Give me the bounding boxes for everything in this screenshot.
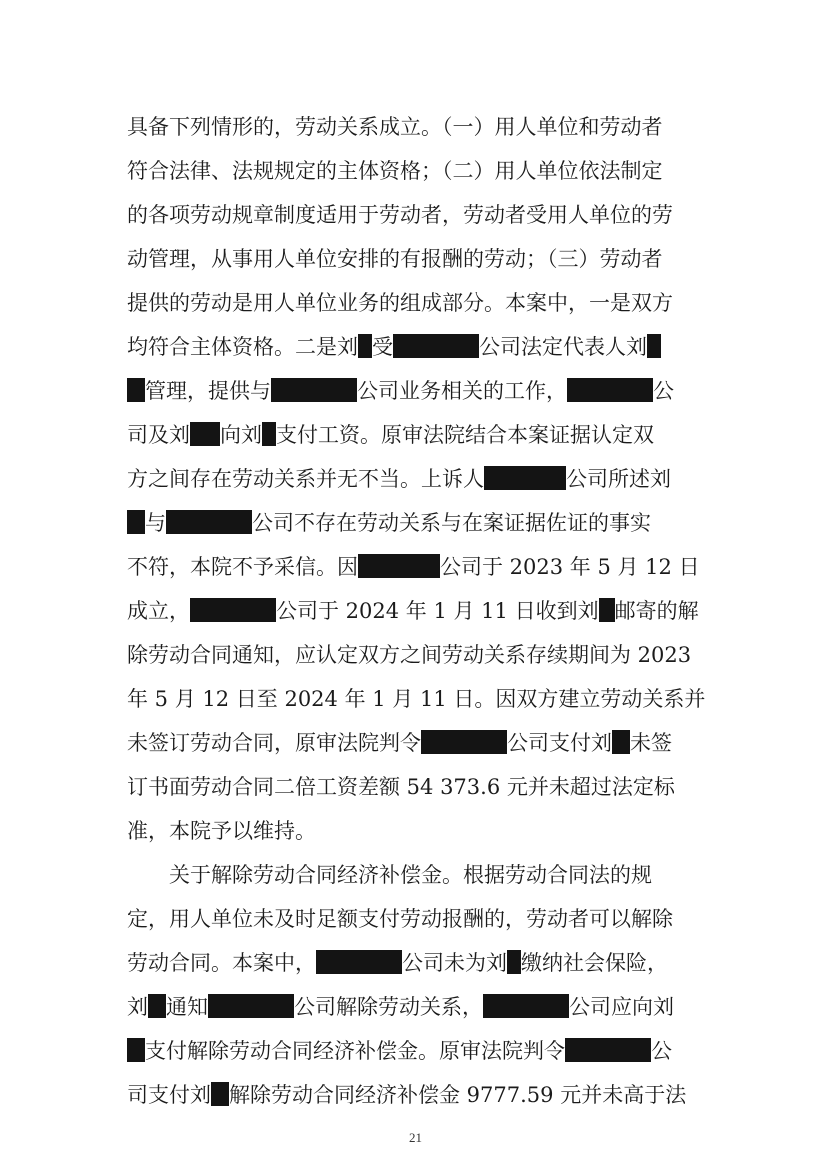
redaction-bar (127, 1038, 145, 1062)
text-line: 与 公司不存在劳动关系与在案证据佐证的事实 (127, 506, 707, 540)
text-line: 劳动合同。本案中， 公司未为刘 缴纳社会保险， (127, 951, 668, 975)
redaction-bar (565, 1038, 651, 1062)
text-line: 关于解除劳动合同经济补偿金。根据劳动合同法的规 (169, 863, 652, 887)
redaction-bar (127, 378, 145, 402)
text-line: 符合法律、法规规定的主体资格；（二）用人单位依法制定 (127, 159, 663, 183)
redaction-bar (421, 730, 507, 754)
redaction-bar (647, 334, 661, 358)
redaction-bar (190, 422, 220, 446)
text-line: 方之间存在劳动关系并无不当。上诉人 公司所述刘 (127, 467, 671, 491)
redaction-bar (358, 554, 440, 578)
text-line: 订书面劳动合同二倍工资差额 54 373.6 元并未超过法定标 (127, 775, 675, 799)
redaction-bar (148, 994, 166, 1018)
text-line: 刘 通知 公司解除劳动关系， 公司应向刘 (127, 995, 674, 1019)
text-line: 成立， 公司于 2024 年 1 月 11 日收到刘 邮寄的解 (127, 599, 699, 623)
text-line: 均符合主体资格。二是刘 受 公司法定代表人刘 (127, 330, 707, 364)
redaction-bar (484, 466, 566, 490)
redaction-bar (271, 378, 357, 402)
text-line: 具备下列情形的，劳动关系成立。（一）用人单位和劳动者 (127, 115, 663, 139)
redaction-bar (166, 510, 252, 534)
text-line: 提供的劳动是用人单位业务的组成部分。本案中，一是双方 (127, 291, 673, 315)
redaction-bar (612, 730, 630, 754)
redaction-bar (316, 950, 402, 974)
text-line: 定，用人单位未及时足额支付劳动报酬的，劳动者可以解除 (127, 907, 673, 931)
redaction-bar (393, 334, 479, 358)
text-line: 支付解除劳动合同经济补偿金。原审法院判令 公 (127, 1034, 707, 1068)
text-line: 年 5 月 12 日至 2024 年 1 月 11 日。因双方建立劳动关系并 (127, 687, 706, 711)
page-number: 21 (409, 1130, 422, 1145)
text-line: 准，本院予以维持。 (127, 819, 316, 843)
redaction-bar (567, 378, 653, 402)
redaction-bar (358, 334, 372, 358)
redaction-bar (599, 598, 615, 622)
text-line: 司支付刘 解除劳动合同经济补偿金 9777.59 元并未高于法 (127, 1083, 687, 1107)
redaction-bar (483, 994, 569, 1018)
redaction-bar (507, 950, 521, 974)
redaction-bar (190, 598, 276, 622)
redaction-bar (211, 1082, 229, 1106)
text-line: 司及刘 向刘 支付工资。原审法院结合本案证据认定双 (127, 423, 654, 447)
text-line: 的各项劳动规章制度适用于劳动者，劳动者受用人单位的劳 (127, 203, 673, 227)
text-line: 除劳动合同通知，应认定双方之间劳动关系存续期间为 2023 (127, 643, 692, 667)
text-line: 动管理，从事用人单位安排的有报酬的劳动；（三）劳动者 (127, 247, 663, 271)
text-line: 不符，本院不予采信。因 公司于 2023 年 5 月 12 日 (127, 555, 700, 579)
redaction-bar (208, 994, 294, 1018)
text-line: 未签订劳动合同，原审法院判令 公司支付刘 未签 (127, 731, 672, 755)
redaction-bar (262, 422, 276, 446)
text-line: 管理，提供与 公司业务相关的工作， 公 (127, 374, 707, 408)
redaction-bar (127, 510, 145, 534)
